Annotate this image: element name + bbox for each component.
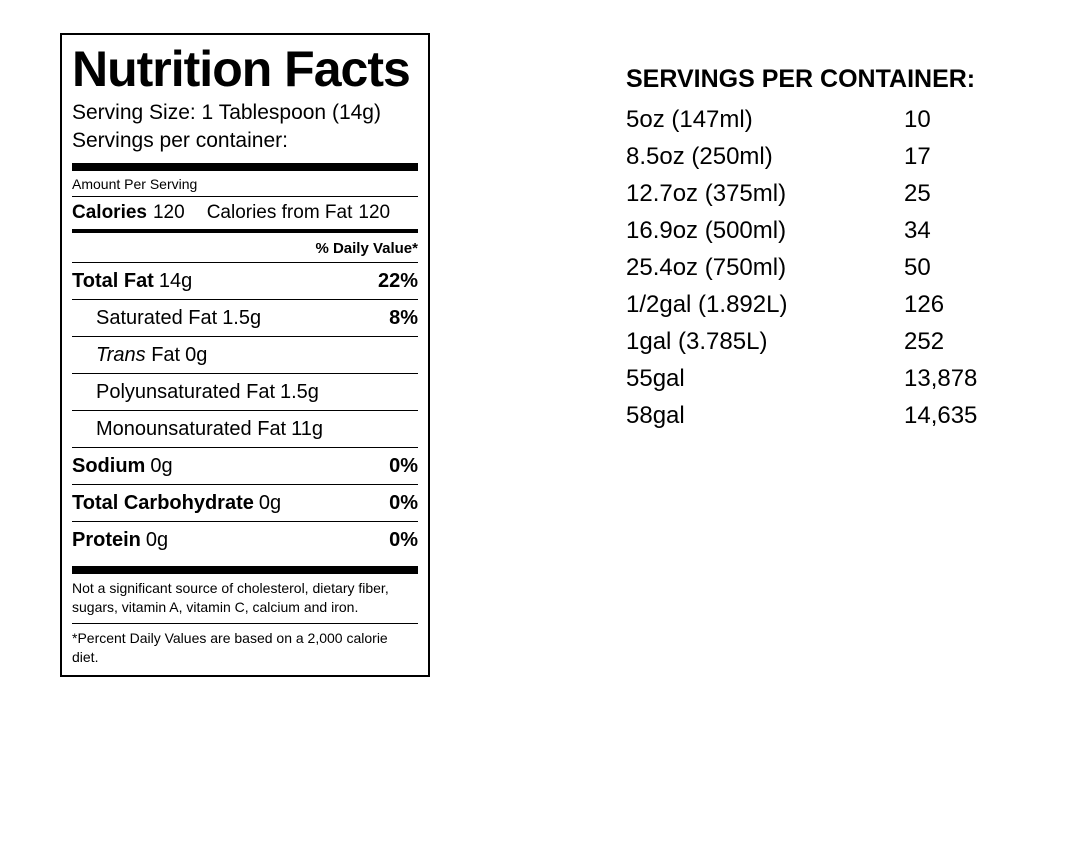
nutrient-row-saturated-fat [72, 300, 418, 336]
nutrient-row-monounsaturated-fat [72, 411, 418, 447]
nutrient-value: 14g [158, 270, 193, 292]
nutrient-value: 0g [145, 529, 169, 551]
table-row [626, 286, 1026, 323]
serving-count-cell: 14,635 [904, 402, 978, 429]
nutrient-value: 11g [291, 418, 324, 440]
nutrient-percent-protein: 0% [389, 529, 418, 551]
serving-size-cell: 25.4oz (750ml) [626, 254, 787, 281]
nutrition-facts-panel [60, 33, 430, 677]
serving-count-cell: 10 [904, 106, 931, 133]
divider-thick-top [72, 163, 418, 171]
calories-from-fat-value: 120 [358, 202, 391, 223]
page-title: Nutrition Facts [72, 41, 410, 97]
serving-count-cell: 126 [904, 291, 945, 318]
serving-count-cell: 13,878 [904, 365, 978, 392]
nutrient-name: Sodium [72, 455, 146, 477]
nutrient-name: Protein [72, 529, 141, 551]
nutrient-name-italic: Trans [96, 344, 146, 366]
nutrient-row-total-carbohydrate [72, 485, 418, 521]
serving-size-cell: 58gal [626, 402, 685, 429]
nutrient-percent-sodium: 0% [389, 455, 418, 477]
calories-row [72, 197, 418, 229]
nutrient-value: 1.5g [222, 307, 262, 329]
calories-value: 120 [152, 202, 185, 223]
nutrient-label-total-fat [72, 268, 192, 294]
nutrient-percent-saturated-fat: 8% [389, 307, 418, 329]
table-row [626, 249, 1026, 286]
nutrient-value: 1.5g [280, 381, 319, 403]
nutrient-label-protein [72, 527, 168, 553]
table-row [626, 101, 1026, 138]
nutrient-row-polyunsaturated-fat [72, 374, 418, 410]
serving-size-cell: 16.9oz (500ml) [626, 217, 787, 244]
serving-size-cell: 8.5oz (250ml) [626, 143, 773, 170]
nutrient-label-total-carbohydrate [72, 490, 281, 516]
table-row [626, 397, 1026, 434]
serving-count-cell: 34 [904, 217, 931, 244]
table-row [626, 212, 1026, 249]
table-row [626, 175, 1026, 212]
nutrient-row-sodium [72, 448, 418, 484]
nutrient-row-total-fat [72, 263, 418, 299]
nutrient-value: 0g [258, 492, 282, 514]
serving-size-cell: 55gal [626, 365, 685, 392]
nutrient-label-polyunsaturated-fat [96, 379, 319, 405]
nutrient-percent-total-fat: 22% [377, 270, 418, 292]
servings-table-title: SERVINGS PER CONTAINER: [626, 65, 976, 93]
nutrient-label-trans-fat [96, 342, 207, 368]
nutrient-name: Fat [151, 344, 181, 366]
serving-count-cell: 50 [904, 254, 931, 281]
table-row [626, 360, 1026, 397]
serving-size-cell: 12.7oz (375ml) [626, 180, 787, 207]
footnote-not-significant-source: Not a significant source of cholesterol, dietary fiber, sugars, vitamin A, vitamin C, calcium and iron. [72, 580, 389, 615]
nutrient-name: Polyunsaturated Fat [96, 381, 275, 403]
daily-value-header: % Daily Value* [315, 240, 418, 257]
nutrient-name: Monounsaturated Fat [96, 418, 287, 440]
nutrient-value: 0g [185, 344, 208, 366]
serving-size-cell: 1gal (3.785L) [626, 328, 768, 355]
serving-size-cell: 1/2gal (1.892L) [626, 291, 788, 318]
nutrient-percent-total-carbohydrate: 0% [389, 492, 418, 514]
serving-size-cell: 5oz (147ml) [626, 106, 753, 133]
nutrient-row-trans-fat [72, 337, 418, 373]
calories-label: Calories [72, 202, 147, 223]
serving-count-cell: 252 [904, 328, 945, 355]
nutrient-name: Total Fat [72, 270, 154, 292]
nutrient-name: Saturated Fat [96, 307, 218, 329]
servings-per-container-table [626, 62, 1026, 434]
footnote-daily-values: *Percent Daily Values are based on a 2,000 calorie diet. [72, 630, 388, 665]
amount-per-serving-label: Amount Per Serving [72, 176, 198, 192]
serving-count-cell: 17 [904, 143, 931, 170]
table-row [626, 323, 1026, 360]
nutrient-name: Total Carbohydrate [72, 492, 254, 514]
nutrient-value: 0g [150, 455, 173, 477]
serving-count-cell: 25 [904, 180, 931, 207]
divider-thick-bottom [72, 566, 418, 574]
servings-per-container-text: Servings per container: [72, 129, 288, 152]
table-row [626, 138, 1026, 175]
nutrient-label-monounsaturated-fat [96, 416, 323, 442]
nutrient-row-protein [72, 522, 418, 558]
calories-from-fat-label: Calories from Fat [206, 202, 353, 223]
serving-size-text: Serving Size: 1 Tablespoon (14g) [72, 101, 381, 124]
nutrient-label-sodium [72, 453, 173, 479]
nutrient-label-saturated-fat [96, 305, 261, 331]
